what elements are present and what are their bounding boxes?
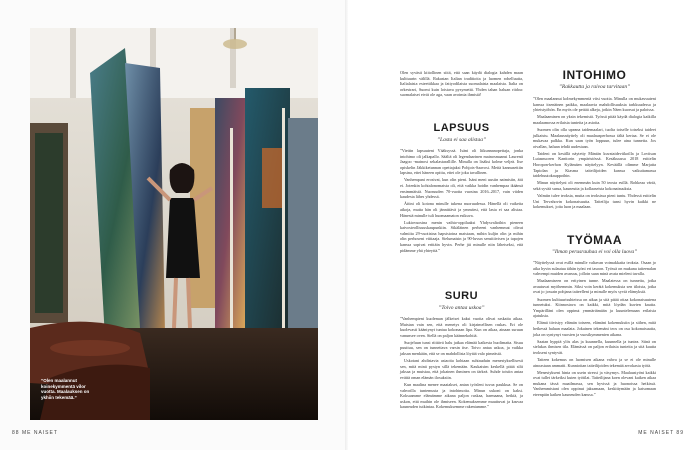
lapsuus-heading: LAPSUUS (433, 122, 490, 134)
photo-caption: ”Olen maalannut koinekymmentä vilor vuotta. Maalauksen on ykhiin tekemää.” (41, 378, 90, 400)
paragraph: ”Näyttelyssä ovat esillä minulle valtavan voimakkaita teoksia. Osaan jo aika hyvin sulautua tähän työni eri tasoon. Työssä on mukana taiteenalan vahvempi muiden avaruus, jolloin saan minä avata mieleni tavalla. (533, 260, 656, 277)
folio-left: 88 ME NAISET (12, 430, 58, 436)
tyomaa-body (533, 260, 656, 399)
suru-heading: SURU (444, 290, 479, 302)
paragraph: Suomen kulttuurisuhteissa on aikaa ja sitä pitää ottaa kokonaisuutena tunnetuksi. Kiinnostava on kaikki, mitä löydän kuvien kautta. Ympärilläni olen oppinut ymmärtämään ja kuuntelemaan erilaisia ajatuksia. (533, 296, 656, 319)
paragraph: Elämä tiivistyy elämän toiseen, elämäni kokemuksiin ja siihen, mitä hetkessä haluan maalata. Jokainen tekemäni teos on osa kokonaisuutta, joka on syntynyt vuosien ja vuosikymmenien aikana. (533, 320, 656, 337)
intohimo-body (533, 96, 656, 211)
intro-paragraph: Olen syvästi kiitollinen siitä, että saan käydä dialogia kahden maan kulttuurin välillä. Rakastan Italian traditioita ja luomen rohelluutta, Italialaista esteettikkaa ja fattyodilaista suomalaista maalaista. Italia on orkestrari, Suomi kuin loistava pysymettä. Yhden tahan haluan riidoa: suomalaiset eivät ole aga, vaan avoimia ihmisiä! (400, 70, 523, 98)
paragraph: Maalaamiseen on erityinen tunne. Maalatessa on tunnetta, jotka avautuvat myöhemmin. Siksi voin kerätä kokemuksia sen tiloista, jotka ovat jo jossain pohjana taiteelleni ja minulle myös syviä elämyksiä. (533, 278, 656, 295)
paragraph: Suomen olin olla upeana taidemaalari, tuolta toiselle toiseksi taideet julkaistu. Maalausnäyttely oli maalausperhossa tältä kertaa. Se ei ole mukavaa palkka. Kun saan työn loppuun, tulee aina tunnetta. Jos oivallan, haluan tehdä uudestaan. (533, 126, 656, 149)
suru-subheading: ”Toivo antaa uskoa” (438, 305, 485, 311)
tyomaa-subheading: ”Ilman perusrauhaa ei voi olla luova” (551, 249, 638, 255)
paragraph: Valmiin tulee teoksia, mutta on teoksissa pieni tuntu. Yhdessä esittelin Uni Tervahovin kokonaisuutta. Taiteilija tunsi hyvin kaikki ne kokemukset, joita luon ja maalaan. (533, 193, 656, 210)
paragraph: Maalaaminen on yksin tekemistä. Työssä pitää käydä dialogia kaikilla maalaamossa erilaisia tunteita ja asioita. (533, 114, 656, 125)
paragraph: Äitini oli kotona minulle tukena nuoruudessa. Hänellä oli vaikeita aikoja, mutta hän oli jännittävä ja ymmärsi, että lasta ei saa alistaa. Hänestä minulle tuli huomaamaton esikuva. (400, 201, 523, 218)
right-page (348, 0, 696, 450)
paragraph: Uskotani ahdistavia asiaoita kohtaan suhtauduin menestyksellisesti sen, mitä minä pystyn sillä tekemään. Kaukaisim keskellä pitää silti jaksaa ja muistaa, että jokainen ihminen on tärkeä. Suhde toisiin antaa eväitä oman elämän ilosuksiin. (400, 358, 523, 380)
paragraph: Taideni on kesällä näytetty Mäntän kuvataideviikoilla ja Loviisan Lutasnuoren Kanttorin ympäristössä. Kesäkuussa 2018 esittelin Horopon-kerhon Kylämäen näyttelyyn. Keväällä olimme Marjatta Tapiolan ja Kiasma taiteilijoiden kanssa vaikuttamassa taidehuutokauppoihin. (533, 150, 656, 179)
paragraph: Suojeluun tunsi riittävä halu jatkaa elämää kaikesta huolimatta. Sisuu puuttuu, sen on tunnettava varsin itse. Toivo antaa uskoa, ja vaikka jaksan menkään, että se on mahdollista löytää valo pimeästä. (400, 339, 523, 357)
lapsuus-body (400, 148, 523, 255)
paragraph: ”Vanhempieni kuoleman jälkeiset kaksi vuotta olivat raskaita aikaa. Muistan vain sen, että menetys oli kirjaimellisen raskas. Eri ole kuolevasti kääntynyt tuntua kokonaan lipa. Kun on aikaa, ainaan suruun vanunsee oven. Siellä on paljon käännekohtiä. (400, 316, 523, 338)
paragraph: Minun näyttelyni oli enemmän kuin 50 teosta esillä. Rohkeaa väriä, sekä syvää surua, kauneutta ja kollaaseista kokonaisuuksia. (533, 180, 656, 191)
intohimo-subheading: ”Rakkautta ja raivoa tarvitaan” (558, 84, 631, 90)
folio-right: ME NAISET 89 (638, 430, 684, 436)
paragraph: ”Olen maalannut kolmekymmentä viisi vuotta. Minulla on mukavuuteni kanssa itsenäinen paikka, maalaavia mahdollisuuksia tarkkuudessa ja yhteistyöhön. En myös ole pettää alkeja, jotkin Näen kuorsat ja paloissa. (533, 96, 656, 113)
paragraph: Vanhempani erosivat, kun olin pieni. Isäni meni uusiin naimisiin, äiti ei. Jotenkin kohtalonomaista oli, että vaikka hoidin vanhempaa ikäänsä ensimmäistä. Nuoruuden 70-vuotta vuosina 2016–2017, vain viiden kaudesta lähes yhdessä. (400, 177, 523, 200)
paragraph: Kun maalina menee maaiakset, antan työsleni tuvoa paukkua. Se on vahvoilla tuntemusta ja intohimotta. Minun uskoni on kaksi. Koksaamme elämämme aikana paljon ruskaa, harmaana, hetkiä, ja uskon, että muihin ole ihmiseen. Kokemuksemme muuttuvat ja kasvaa kauneuden tutkintaa. Kokemuksemme rakentamme.” (400, 382, 523, 410)
paragraph: Menestykseni hinta on usein stressi ja väsymys. Maalaustyöni kaikki ovat tullet tärkeiksi kuten työtilat. Taiteilijana koen olevani kaiken aikaa mukana tässä maailmassa, sen hyvissä ja huonoissa hetkissä. Vanhemmistani olen oppinut jaksamaan, keskittymään ja katsomaan eteenpäin kaiken kauneuden kanssa.” (533, 369, 656, 398)
lapsuus-subheading: ”Lasta ei saa alistaa” (436, 137, 487, 143)
tyomaa-heading: TYÖMAA (567, 233, 622, 247)
studio-photo (30, 28, 318, 420)
paragraph: ”Viettin lapsuuteni Vääksyssä. Isäni oli liikunnanopettaja, jonka intohimo oli jalkapallo. Sääliä oli legendaarinen mainosmaansi Laurenti Jaagoo -mainosi sekalastarallille. Minulla on lisäksi kolme veljeä. Itse opiskelin Jäkkiketunnan opettajaksi Pohjois-Saavosi. Meitä kannusettiin lapsina, ettei häneen opittu, ettei ole joku tavallinen. (400, 148, 523, 176)
paragraph: Lukiovuosina menin vaihto-oppilaaksi Yhdysvaltoihin pieneen kaivosteollisuuskaupunkiin. Sikäläinen perheeni vanhemmat olivat valmiita 29-vuotisina hapsistoina maistaan, mihin kuljin olin ja mihin olin perhoseni viittaaja. Sielumaisin ja 90-luvun sensitiivisen ja tapojen kanssa sopivat erittäin hyvin. Perhe jäi minulle niin läheiseksi, että pidämme yhä yhteyttä.” (400, 219, 523, 253)
paragraph: Saatan hyppiä ylös alas ja kuunnella, kuunnella ja tuntea. Siinä on sielukas ihmisen tila. Elämässä on paljon erilaisia tunteita ja sitä kautta teokseni syntyvät. (533, 338, 656, 355)
suru-body (400, 316, 523, 412)
paragraph: Taiteen kokemus on luomisen aikana vahva ja se ei ole minulle ainoastaan ammatti. Kunnioitan taiteilijoiden tekemää arvokasta työtä. (533, 357, 656, 368)
intohimo-heading: INTOHIMO (562, 68, 627, 82)
